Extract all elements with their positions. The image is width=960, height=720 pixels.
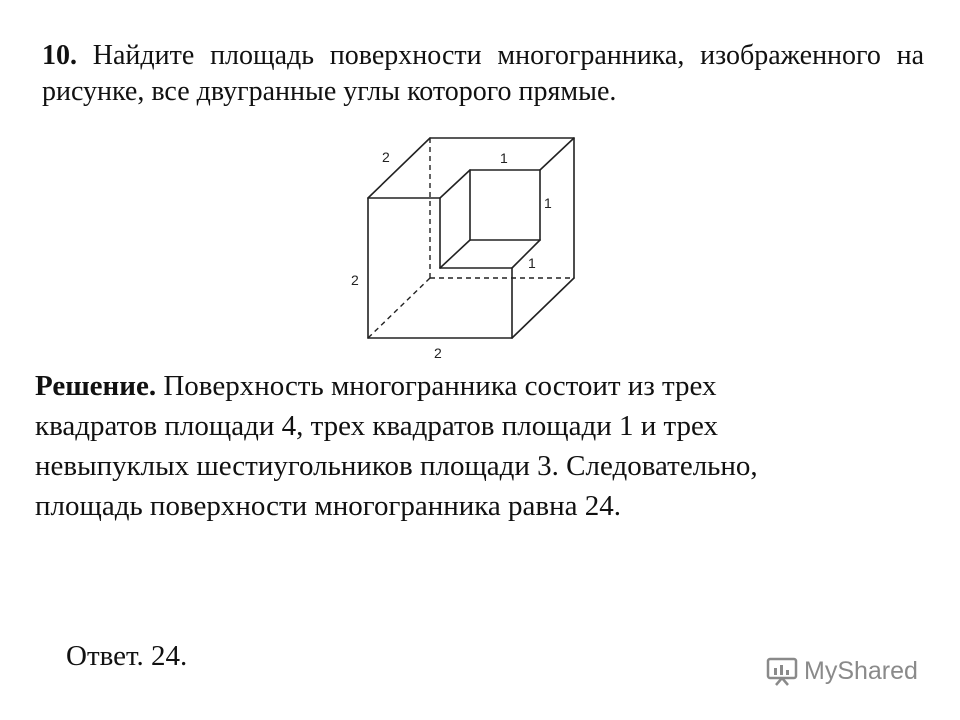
top-left-slant-edge — [368, 138, 430, 198]
inner-floor-left-slant — [440, 240, 470, 268]
inner-floor-right-slant — [512, 240, 540, 268]
label-left-edge: 2 — [351, 272, 359, 288]
label-top-edge: 2 — [382, 149, 390, 165]
label-bottom-edge: 2 — [434, 345, 442, 361]
hidden-bottom-slant-edge — [368, 278, 430, 338]
inner-slant-edge-top — [440, 170, 470, 198]
watermark-text: MyShared — [804, 656, 918, 685]
label-inner-top: 1 — [500, 150, 508, 166]
inner-top-right-slant — [540, 138, 574, 170]
polyhedron-figure — [340, 130, 600, 367]
polyhedron-drawing — [340, 130, 600, 362]
label-inner-right: 1 — [544, 195, 552, 211]
solution-label: Решение. — [35, 370, 157, 402]
problem-text: Найдите площадь поверхности многогранника, изображенного на рисунке, все двугранные углы которого прямые. — [42, 40, 924, 107]
problem-number: 10. — [42, 40, 77, 71]
label-inner-bottom: 1 — [528, 255, 536, 271]
solution-text: Поверхность многогранника состоит из трех квадратов площади 4, трех квадратов площади 1 и трех невыпуклых шестиугольников площади 3. Следовательно, площадь поверхности многогранника равна 24. — [35, 370, 758, 522]
watermark — [766, 656, 918, 686]
presentation-icon — [766, 656, 800, 686]
answer-line: Ответ. 24. — [66, 640, 188, 672]
problem-statement — [42, 38, 924, 110]
solution-block — [35, 366, 835, 526]
bottom-right-slant-edge — [512, 278, 574, 338]
